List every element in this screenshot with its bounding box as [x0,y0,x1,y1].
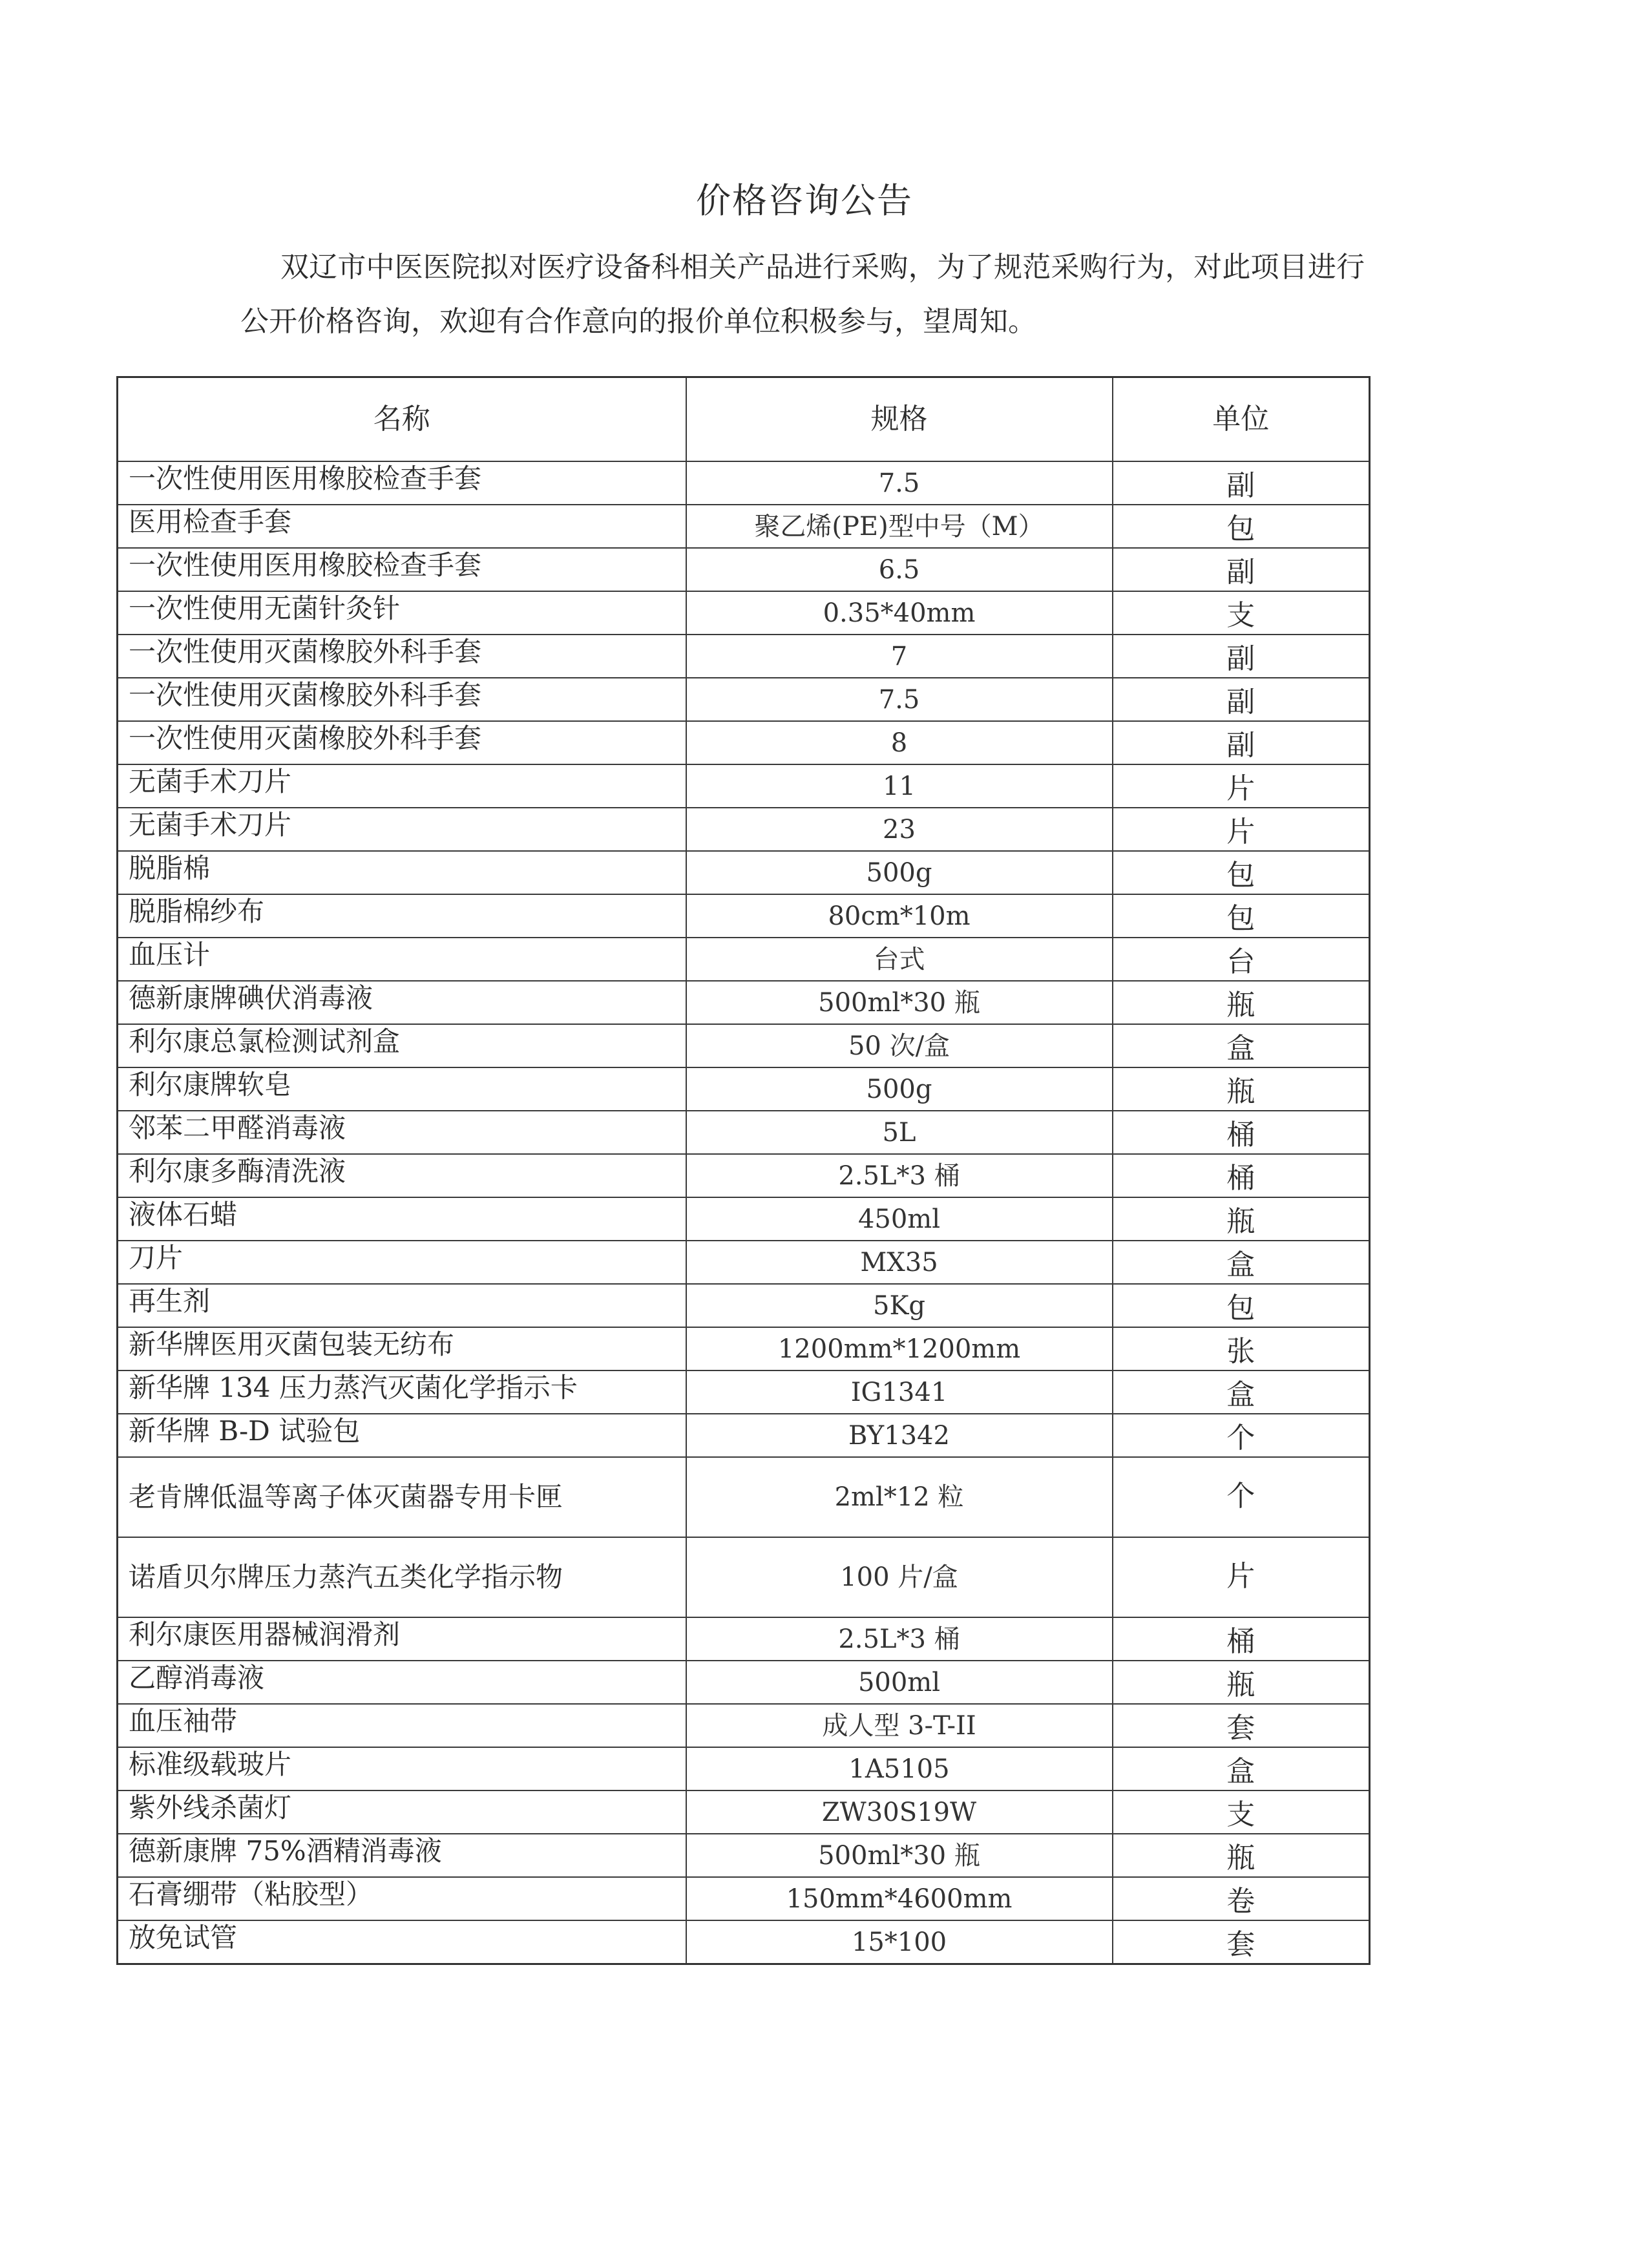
intro-text: 双辽市中医医院拟对医疗设备科相关产品进行采购，为了规范采购行为，对此项目进行公开价格咨询，欢迎有合作意向的报价单位积极参与，望周知。 [240,251,1365,338]
table-row [118,1537,1370,1617]
table-header-row [118,377,1370,462]
table-row [118,678,1370,721]
cell-spec: 1200mm*1200mm [686,1327,1113,1370]
cell-spec: 80cm*10m [686,894,1113,938]
cell-name: 液体石蜡 [118,1197,686,1241]
table-row [118,635,1370,678]
cell-unit: 副 [1113,721,1370,764]
cell-spec: 2.5L*3 桶 [686,1617,1113,1661]
cell-name: 再生剂 [118,1284,686,1327]
cell-unit: 副 [1113,548,1370,591]
cell-name: 放免试管 [118,1920,686,1964]
cell-unit: 片 [1113,808,1370,851]
cell-spec: 5L [686,1111,1113,1154]
cell-name: 一次性使用灭菌橡胶外科手套 [118,635,686,678]
cell-unit: 副 [1113,678,1370,721]
cell-unit: 卷 [1113,1877,1370,1920]
table-row [118,851,1370,894]
table-row [118,1327,1370,1370]
cell-name: 无菌手术刀片 [118,808,686,851]
table-row [118,894,1370,938]
cell-name: 一次性使用医用橡胶检查手套 [118,548,686,591]
cell-unit: 瓶 [1113,981,1370,1024]
cell-unit: 个 [1113,1414,1370,1457]
cell-unit: 包 [1113,851,1370,894]
table-row [118,938,1370,981]
table-row [118,1370,1370,1414]
cell-spec: 100 片/盒 [686,1537,1113,1617]
cell-name: 利尔康总氯检测试剂盒 [118,1024,686,1067]
table-row [118,1024,1370,1067]
cell-name: 利尔康牌软皂 [118,1067,686,1111]
table-row [118,1747,1370,1790]
cell-unit: 盒 [1113,1241,1370,1284]
cell-unit: 盒 [1113,1024,1370,1067]
cell-unit: 包 [1113,894,1370,938]
cell-spec: MX35 [686,1241,1113,1284]
cell-name: 紫外线杀菌灯 [118,1790,686,1834]
cell-unit: 包 [1113,1284,1370,1327]
cell-spec: 成人型 3-T-II [686,1704,1113,1747]
cell-spec: 聚乙烯(PE)型中号（M） [686,505,1113,548]
cell-name: 血压袖带 [118,1704,686,1747]
cell-spec: 500g [686,851,1113,894]
cell-name: 医用检查手套 [118,505,686,548]
table-row [118,1111,1370,1154]
cell-unit: 片 [1113,1537,1370,1617]
cell-unit: 副 [1113,461,1370,505]
cell-spec: 8 [686,721,1113,764]
table-row [118,1617,1370,1661]
cell-unit: 桶 [1113,1111,1370,1154]
cell-name: 新华牌医用灭菌包装无纺布 [118,1327,686,1370]
cell-spec: 5Kg [686,1284,1113,1327]
table-row [118,1834,1370,1877]
cell-name: 无菌手术刀片 [118,764,686,808]
cell-spec: 150mm*4600mm [686,1877,1113,1920]
cell-name: 老肯牌低温等离子体灭菌器专用卡匣 [118,1457,686,1537]
price-inquiry-table-container [116,376,1369,1965]
cell-name: 诺盾贝尔牌压力蒸汽五类化学指示物 [118,1537,686,1617]
cell-unit: 张 [1113,1327,1370,1370]
table-row [118,764,1370,808]
cell-spec: 2.5L*3 桶 [686,1154,1113,1197]
cell-spec: 500ml*30 瓶 [686,981,1113,1024]
cell-name: 一次性使用无菌针灸针 [118,591,686,635]
cell-name: 利尔康医用器械润滑剂 [118,1617,686,1661]
cell-name: 一次性使用灭菌橡胶外科手套 [118,721,686,764]
table-row [118,1877,1370,1920]
cell-spec: 450ml [686,1197,1113,1241]
cell-unit: 片 [1113,764,1370,808]
cell-unit: 瓶 [1113,1834,1370,1877]
cell-spec: 7.5 [686,678,1113,721]
table-row [118,505,1370,548]
cell-unit: 盒 [1113,1370,1370,1414]
cell-spec: BY1342 [686,1414,1113,1457]
column-header-unit: 单位 [1113,377,1370,462]
cell-name: 脱脂棉纱布 [118,894,686,938]
cell-name: 刀片 [118,1241,686,1284]
cell-name: 邻苯二甲醛消毒液 [118,1111,686,1154]
table-row [118,1457,1370,1537]
cell-unit: 桶 [1113,1154,1370,1197]
cell-unit: 副 [1113,635,1370,678]
cell-spec: 50 次/盒 [686,1024,1113,1067]
cell-spec: 500ml*30 瓶 [686,1834,1113,1877]
table-row [118,1067,1370,1111]
column-header-spec: 规格 [686,377,1113,462]
cell-name: 一次性使用医用橡胶检查手套 [118,461,686,505]
cell-name: 新华牌 134 压力蒸汽灭菌化学指示卡 [118,1370,686,1414]
cell-unit: 支 [1113,591,1370,635]
price-inquiry-table [116,376,1371,1965]
cell-spec: 11 [686,764,1113,808]
cell-unit: 桶 [1113,1617,1370,1661]
cell-spec: 7.5 [686,461,1113,505]
cell-unit: 盒 [1113,1747,1370,1790]
table-row [118,1284,1370,1327]
page-title: 价格咨询公告 [696,180,913,221]
cell-unit: 包 [1113,505,1370,548]
cell-spec: IG1341 [686,1370,1113,1414]
column-header-name: 名称 [118,377,686,462]
cell-name: 一次性使用灭菌橡胶外科手套 [118,678,686,721]
cell-unit: 支 [1113,1790,1370,1834]
table-row [118,1414,1370,1457]
table-row [118,1661,1370,1704]
cell-spec: 0.35*40mm [686,591,1113,635]
table-row [118,548,1370,591]
table-row [118,591,1370,635]
cell-name: 血压计 [118,938,686,981]
table-row [118,721,1370,764]
cell-spec: 台式 [686,938,1113,981]
cell-unit: 套 [1113,1704,1370,1747]
table-row [118,981,1370,1024]
table-row [118,461,1370,505]
cell-spec: 2ml*12 粒 [686,1457,1113,1537]
cell-unit: 瓶 [1113,1197,1370,1241]
table-row [118,1154,1370,1197]
table-row [118,1704,1370,1747]
cell-unit: 瓶 [1113,1661,1370,1704]
cell-unit: 瓶 [1113,1067,1370,1111]
cell-spec: 7 [686,635,1113,678]
cell-name: 标准级载玻片 [118,1747,686,1790]
cell-unit: 套 [1113,1920,1370,1964]
cell-spec: 500g [686,1067,1113,1111]
cell-name: 脱脂棉 [118,851,686,894]
table-row [118,1197,1370,1241]
intro-paragraph [240,240,1365,349]
table-row [118,1920,1370,1964]
cell-unit: 个 [1113,1457,1370,1537]
cell-name: 德新康牌碘伏消毒液 [118,981,686,1024]
cell-name: 新华牌 B-D 试验包 [118,1414,686,1457]
cell-spec: 500ml [686,1661,1113,1704]
cell-unit: 台 [1113,938,1370,981]
cell-spec: ZW30S19W [686,1790,1113,1834]
table-row [118,808,1370,851]
cell-spec: 15*100 [686,1920,1113,1964]
cell-name: 乙醇消毒液 [118,1661,686,1704]
cell-name: 石膏绷带（粘胶型） [118,1877,686,1920]
table-body [118,461,1370,1964]
cell-spec: 1A5105 [686,1747,1113,1790]
cell-name: 利尔康多酶清洗液 [118,1154,686,1197]
table-row [118,1790,1370,1834]
cell-spec: 6.5 [686,548,1113,591]
cell-spec: 23 [686,808,1113,851]
table-row [118,1241,1370,1284]
cell-name: 德新康牌 75%酒精消毒液 [118,1834,686,1877]
